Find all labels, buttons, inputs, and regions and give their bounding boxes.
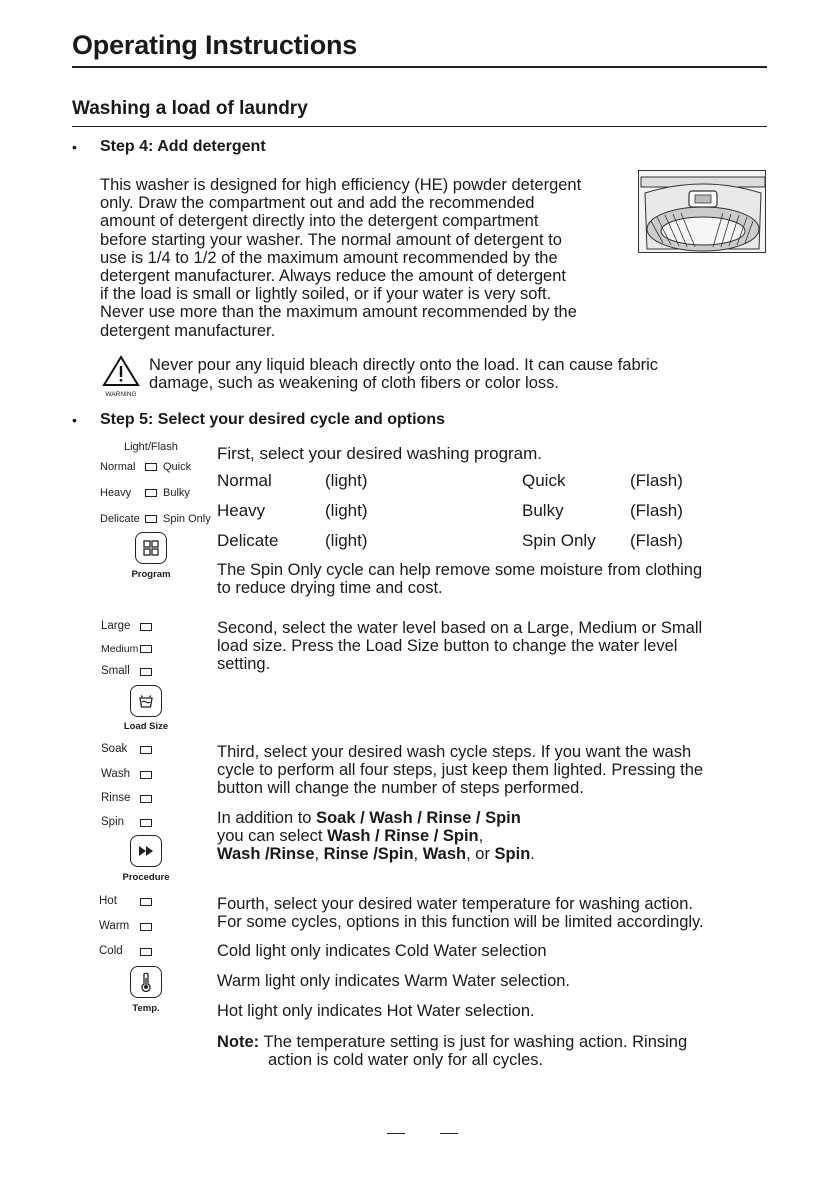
temp-button-label: Temp. (132, 1003, 160, 1014)
step4-paragraph (100, 176, 640, 340)
indicator-delicate: Delicate (100, 513, 140, 525)
warning-block (101, 355, 141, 398)
step4-line: This washer is designed for high efficiency (HE) powder detergent (100, 176, 582, 194)
program-grid-icon (142, 539, 160, 557)
indicator-light (140, 819, 152, 827)
program-name: Bulky (522, 501, 564, 520)
page-number-line (440, 1133, 458, 1134)
indicator-rinse: Rinse (101, 792, 131, 804)
procedure-text (217, 743, 767, 798)
program-button-label: Program (131, 569, 171, 580)
indicator-heavy: Heavy (100, 487, 132, 499)
warning-label: WARNING (105, 391, 137, 398)
procedure-options-line: Wash /Rinse, Rinse /Spin, Wash, or Spin. (217, 845, 535, 864)
load-line: Second, select the water level based on a Large, Medium or Small (217, 619, 703, 637)
indicator-spin: Spin (101, 816, 125, 828)
title-divider (72, 66, 767, 68)
warning-triangle-icon (101, 355, 141, 387)
indicator-large: Large (101, 620, 131, 632)
thermometer-icon (139, 972, 153, 992)
temp-line: Fourth, select your desired water temperature for washing action. (217, 895, 693, 913)
procedure-options (217, 809, 767, 864)
program-mode: (Flash) (630, 531, 683, 550)
indicator-light (140, 898, 152, 906)
program-mode: (Flash) (630, 471, 683, 490)
step4-line: amount of detergent directly into the detergent compartment (100, 212, 539, 231)
load-size-text (217, 619, 767, 674)
indicator-wash: Wash (101, 768, 130, 780)
warning-line: damage, such as weakening of cloth fibers or color loss. (149, 374, 559, 393)
step4-line: detergent manufacturer. (100, 321, 276, 340)
procedure-line: Third, select your desired wash cycle steps. If you want the wash (217, 743, 692, 761)
indicator-spin-only: Spin Only (163, 513, 211, 525)
warning-line: Never pour any liquid bleach directly onto the load. It can cause fabric (149, 356, 659, 374)
load-line: setting. (217, 655, 271, 674)
procedure-options-line: you can select Wash / Rinse / Spin, (217, 827, 484, 846)
temp-line: For some cycles, options in this function will be limited accordingly. (217, 913, 704, 932)
procedure-options-line: In addition to Soak / Wash / Rinse / Spin (217, 809, 521, 827)
program-mode: (light) (325, 501, 368, 520)
bullet: • (72, 139, 77, 155)
detergent-drawer-icon (639, 171, 766, 253)
indicator-soak: Soak (101, 743, 128, 755)
spin-line: The Spin Only cycle can help remove some moisture from clothing (217, 561, 703, 579)
indicator-light (145, 515, 157, 523)
load-size-button[interactable] (130, 685, 162, 717)
program-name: Heavy (217, 501, 266, 520)
procedure-line: cycle to perform all four steps, just keep them lighted. Pressing the (217, 761, 704, 780)
step4-line: before starting your washer. The normal amount of detergent to (100, 230, 562, 249)
indicator-light (140, 623, 152, 631)
program-name: Quick (522, 471, 566, 490)
temp-button[interactable] (130, 966, 162, 998)
program-name: Normal (217, 471, 272, 490)
indicator-hot: Hot (99, 895, 117, 907)
load-size-button-label: Load Size (123, 721, 169, 732)
indicator-light (140, 645, 152, 653)
detergent-drawer-illustration (638, 170, 766, 253)
step4-line: use is 1/4 to 1/2 of the maximum amount recommended by the (100, 248, 558, 267)
program-mode: (light) (325, 531, 368, 550)
temp-text (217, 895, 777, 931)
program-name: Spin Only (522, 531, 596, 550)
indicator-light (145, 463, 157, 471)
step4-line: Never use more than the maximum amount recommended by the (100, 303, 577, 322)
note-label: Note: (217, 1033, 260, 1051)
indicator-light (140, 795, 152, 803)
program-mode: (Flash) (630, 501, 683, 520)
step4-title: Step 4: Add detergent (100, 138, 266, 155)
note-text: action is cold water only for all cycles. (268, 1051, 544, 1070)
indicator-medium: Medium (101, 643, 139, 655)
step4-line: if the load is small or lightly soiled, or if your water is very soft. (100, 285, 552, 304)
indicator-quick: Quick (163, 461, 192, 473)
procedure-button[interactable] (130, 835, 162, 867)
program-mode: (light) (325, 471, 368, 490)
indicator-warm: Warm (99, 920, 130, 932)
page-title: Operating Instructions (72, 30, 358, 60)
water-basin-icon (137, 693, 155, 709)
temp-hot-line: Hot light only indicates Hot Water selection. (217, 1002, 535, 1020)
procedure-line: button will change the number of steps performed. (217, 779, 584, 798)
indicator-light (140, 948, 152, 956)
indicator-small: Small (101, 665, 130, 677)
load-line: load size. Press the Load Size button to change the water level (217, 637, 678, 656)
procedure-button-label: Procedure (122, 872, 170, 883)
light-flash-header: Light/Flash (124, 441, 178, 453)
temp-cold-line: Cold light only indicates Cold Water selection (217, 942, 547, 960)
note-text: The temperature setting is just for washing action. Rinsing (259, 1033, 688, 1051)
step4-line: detergent manufacturer. Always reduce the amount of detergent (100, 267, 566, 286)
step4-line: only. Draw the compartment out and add the recommended (100, 194, 535, 213)
section-divider (72, 126, 767, 127)
indicator-light (140, 668, 152, 676)
temp-warm-line: Warm light only indicates Warm Water selection. (217, 972, 571, 990)
program-name: Delicate (217, 531, 279, 550)
spin-only-note (217, 561, 767, 597)
indicator-light (140, 746, 152, 754)
spin-line: to reduce drying time and cost. (217, 579, 443, 598)
note (217, 1033, 777, 1069)
indicator-light (145, 489, 157, 497)
program-intro: First, select your desired washing program. (217, 444, 543, 463)
section-title: Washing a load of laundry (72, 98, 308, 119)
warning-text (149, 356, 749, 392)
indicator-light (140, 771, 152, 779)
program-button[interactable] (135, 532, 167, 564)
fast-forward-icon (137, 844, 155, 858)
bullet: • (72, 412, 77, 428)
indicator-normal: Normal (100, 461, 136, 473)
indicator-light (140, 923, 152, 931)
page-number-line (387, 1133, 405, 1134)
indicator-bulky: Bulky (163, 487, 190, 499)
step5-title: Step 5: Select your desired cycle and options (100, 411, 445, 428)
indicator-cold: Cold (99, 945, 123, 957)
